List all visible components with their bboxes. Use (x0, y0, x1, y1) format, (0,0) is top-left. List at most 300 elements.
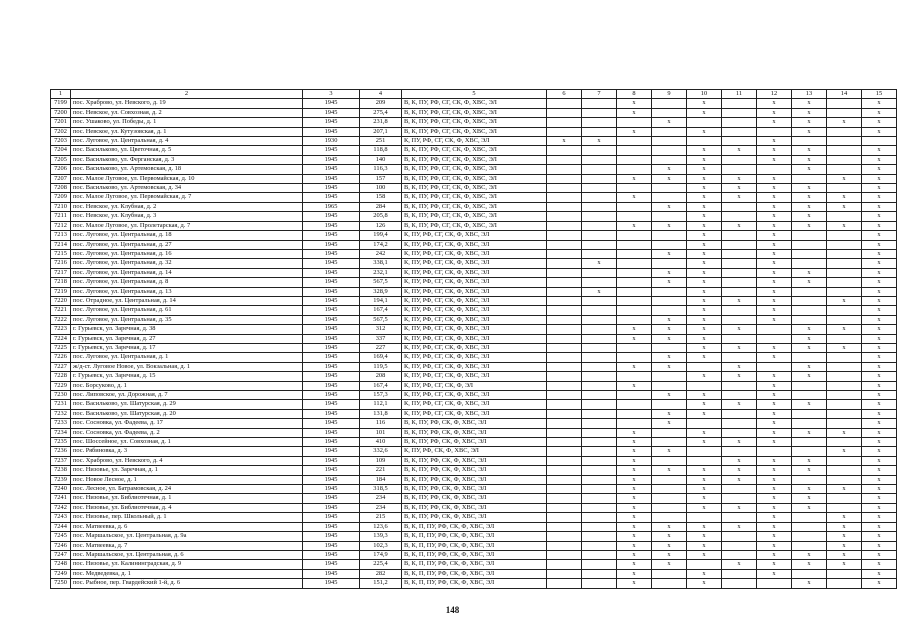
mark-cell-col-9 (652, 155, 687, 164)
mark-cell-col-12: x (757, 560, 792, 569)
address-cell: пос. Маршальское, ул. Центральная, д. 6 (71, 550, 303, 559)
table-row (51, 334, 897, 343)
mark-cell-col-11 (722, 118, 757, 127)
mark-cell-col-12: x (757, 428, 792, 437)
systems-cell: К, ПУ, РФ, СГ, СК, Ф, ХВС, ЭЛ (402, 296, 547, 305)
row-number-cell: 7250 (51, 579, 71, 588)
mark-cell-col-14: x (827, 174, 862, 183)
mark-cell-col-11 (722, 315, 757, 324)
row-number-cell: 7218 (51, 278, 71, 287)
year-built-cell: 1945 (303, 456, 360, 465)
address-cell: пос. Невское, ул. Совхозная, д. 2 (71, 108, 303, 117)
year-built-cell: 1945 (303, 428, 360, 437)
mark-cell-col-7 (582, 475, 617, 484)
mark-cell-col-9 (652, 146, 687, 155)
area-cell: 251 (360, 137, 402, 146)
year-built-cell: 1945 (303, 353, 360, 362)
mark-cell-col-11 (722, 165, 757, 174)
year-built-cell: 1945 (303, 259, 360, 268)
area-cell: 199,4 (360, 231, 402, 240)
systems-cell: К, ПУ, РФ, СГ, СК, Ф, ХВС, ЭЛ (402, 362, 547, 371)
header-cell-col-5: 5 (402, 90, 547, 99)
mark-cell-col-9 (652, 343, 687, 352)
mark-cell-col-13 (792, 240, 827, 249)
mark-cell-col-8 (617, 419, 652, 428)
systems-cell: В, К, П, ПУ, РФ, СК, Ф, ХВС, ЭЛ (402, 541, 547, 550)
table-row (51, 447, 897, 456)
mark-cell-col-9: x (652, 550, 687, 559)
address-cell: пос. Новое Лесное, д. 1 (71, 475, 303, 484)
address-cell: пос. Васильково, ул. Ферганская, д. 3 (71, 155, 303, 164)
address-cell: пос. Луговое, ул. Центральная, д. 61 (71, 306, 303, 315)
systems-cell: В, К, ПУ, РФ, СГ, СК, Ф, ХВС, ЭЛ (402, 193, 547, 202)
mark-cell-col-9: x (652, 409, 687, 418)
mark-cell-col-11: x (722, 522, 757, 531)
mark-cell-col-6 (547, 118, 582, 127)
mark-cell-col-9: x (652, 532, 687, 541)
row-number-cell: 7202 (51, 127, 71, 136)
mark-cell-col-12: x (757, 372, 792, 381)
address-cell: пос. Луговое, ул. Центральная, д. 4 (71, 137, 303, 146)
systems-cell: К, ПУ, РФ, СГ, СК, Ф, ХВС, ЭЛ (402, 259, 547, 268)
mark-cell-col-8: x (617, 428, 652, 437)
mark-cell-col-12: x (757, 240, 792, 249)
table-row (51, 400, 897, 409)
table-row (51, 409, 897, 418)
mark-cell-col-7 (582, 456, 617, 465)
table-row (51, 127, 897, 136)
mark-cell-col-9: x (652, 560, 687, 569)
mark-cell-col-9 (652, 569, 687, 578)
mark-cell-col-9 (652, 193, 687, 202)
mark-cell-col-11: x (722, 400, 757, 409)
row-number-cell: 7213 (51, 231, 71, 240)
address-cell: пос. Рябиновка, д. 3 (71, 447, 303, 456)
mark-cell-col-11 (722, 202, 757, 211)
mark-cell-col-12: x (757, 438, 792, 447)
mark-cell-col-10: x (687, 212, 722, 221)
systems-cell: В, К, ПУ, РФ, СГ, СК, Ф, ХВС, ЭЛ (402, 155, 547, 164)
area-cell: 209 (360, 99, 402, 108)
mark-cell-col-13: x (792, 155, 827, 164)
row-number-cell: 7233 (51, 419, 71, 428)
mark-cell-col-11 (722, 127, 757, 136)
mark-cell-col-10: x (687, 494, 722, 503)
mark-cell-col-14 (827, 306, 862, 315)
mark-cell-col-15: x (862, 353, 897, 362)
mark-cell-col-6 (547, 456, 582, 465)
header-cell-col-14: 14 (827, 90, 862, 99)
mark-cell-col-10: x (687, 108, 722, 117)
mark-cell-col-6 (547, 249, 582, 258)
mark-cell-col-6 (547, 579, 582, 588)
mark-cell-col-13: x (792, 325, 827, 334)
area-cell: 100 (360, 184, 402, 193)
mark-cell-col-10 (687, 560, 722, 569)
mark-cell-col-6 (547, 419, 582, 428)
year-built-cell: 1945 (303, 296, 360, 305)
area-cell: 116 (360, 419, 402, 428)
mark-cell-col-6 (547, 447, 582, 456)
area-cell: 140 (360, 155, 402, 164)
mark-cell-col-13 (792, 353, 827, 362)
year-built-cell: 1945 (303, 193, 360, 202)
mark-cell-col-9: x (652, 165, 687, 174)
mark-cell-col-11: x (722, 362, 757, 371)
mark-cell-col-14 (827, 569, 862, 578)
mark-cell-col-14 (827, 381, 862, 390)
table-row (51, 240, 897, 249)
mark-cell-col-9 (652, 579, 687, 588)
systems-cell: В, К, ПУ, РФ, СК, Ф, ХВС, ЭЛ (402, 513, 547, 522)
table-row (51, 579, 897, 588)
mark-cell-col-8: x (617, 325, 652, 334)
mark-cell-col-10: x (687, 202, 722, 211)
mark-cell-col-7 (582, 249, 617, 258)
year-built-cell: 1965 (303, 202, 360, 211)
address-cell: пос. Васильково, ул. Цветочная, д. 5 (71, 146, 303, 155)
area-cell: 157,3 (360, 391, 402, 400)
mark-cell-col-15: x (862, 475, 897, 484)
mark-cell-col-9 (652, 428, 687, 437)
mark-cell-col-7 (582, 391, 617, 400)
mark-cell-col-8 (617, 202, 652, 211)
mark-cell-col-6 (547, 353, 582, 362)
address-cell: пос. Луговое, ул. Центральная, д. 1 (71, 353, 303, 362)
mark-cell-col-12: x (757, 268, 792, 277)
table-row (51, 428, 897, 437)
systems-cell: В, К, ПУ, РФ, СГ, СК, Ф, ХВС, ЭЛ (402, 146, 547, 155)
mark-cell-col-7 (582, 202, 617, 211)
row-number-cell: 7249 (51, 569, 71, 578)
mark-cell-col-12: x (757, 409, 792, 418)
mark-cell-col-11 (722, 268, 757, 277)
mark-cell-col-12: x (757, 193, 792, 202)
mark-cell-col-15: x (862, 447, 897, 456)
table-row (51, 315, 897, 324)
systems-cell: В, К, П, ПУ, РФ, СК, Ф, ХВС, ЭЛ (402, 569, 547, 578)
mark-cell-col-12: x (757, 541, 792, 550)
row-number-cell: 7235 (51, 438, 71, 447)
mark-cell-col-11 (722, 419, 757, 428)
systems-cell: К, ПУ, РФ, СГ, СК, Ф, ХВС, ЭЛ (402, 137, 547, 146)
year-built-cell: 1945 (303, 569, 360, 578)
mark-cell-col-6 (547, 569, 582, 578)
mark-cell-col-11: x (722, 193, 757, 202)
year-built-cell: 1945 (303, 334, 360, 343)
mark-cell-col-14 (827, 137, 862, 146)
mark-cell-col-13 (792, 315, 827, 324)
mark-cell-col-15: x (862, 466, 897, 475)
mark-cell-col-11 (722, 550, 757, 559)
mark-cell-col-8 (617, 391, 652, 400)
mark-cell-col-8 (617, 343, 652, 352)
year-built-cell: 1945 (303, 381, 360, 390)
mark-cell-col-11 (722, 513, 757, 522)
mark-cell-col-11 (722, 108, 757, 117)
address-cell: пос. Рыбное, пер. Гвардейский 1-й, д. 6 (71, 579, 303, 588)
mark-cell-col-6 (547, 99, 582, 108)
mark-cell-col-6 (547, 155, 582, 164)
area-cell: 208 (360, 372, 402, 381)
year-built-cell: 1945 (303, 409, 360, 418)
mark-cell-col-6 (547, 231, 582, 240)
row-number-cell: 7229 (51, 381, 71, 390)
mark-cell-col-9 (652, 400, 687, 409)
mark-cell-col-12: x (757, 513, 792, 522)
systems-cell: К, ПУ, РФ, СГ, СК, Ф, ХВС, ЭЛ (402, 278, 547, 287)
mark-cell-col-11 (722, 428, 757, 437)
mark-cell-col-12: x (757, 391, 792, 400)
header-row (51, 90, 897, 99)
mark-cell-col-9: x (652, 353, 687, 362)
row-number-cell: 7241 (51, 494, 71, 503)
table-row (51, 550, 897, 559)
mark-cell-col-15: x (862, 456, 897, 465)
mark-cell-col-12: x (757, 466, 792, 475)
year-built-cell: 1945 (303, 325, 360, 334)
mark-cell-col-15: x (862, 249, 897, 258)
header-cell-col-15: 15 (862, 90, 897, 99)
mark-cell-col-12: x (757, 259, 792, 268)
table-row (51, 278, 897, 287)
mark-cell-col-13: x (792, 202, 827, 211)
year-built-cell: 1945 (303, 522, 360, 531)
mark-cell-col-14 (827, 155, 862, 164)
mark-cell-col-11: x (722, 372, 757, 381)
mark-cell-col-11 (722, 569, 757, 578)
mark-cell-col-15: x (862, 278, 897, 287)
address-cell: пос. Матвеевка, д. 6 (71, 522, 303, 531)
mark-cell-col-6 (547, 532, 582, 541)
mark-cell-col-12: x (757, 221, 792, 230)
mark-cell-col-14 (827, 99, 862, 108)
mark-cell-col-7 (582, 325, 617, 334)
table-row (51, 325, 897, 334)
area-cell: 109 (360, 456, 402, 465)
mark-cell-col-6 (547, 174, 582, 183)
header-cell-col-3: 3 (303, 90, 360, 99)
mark-cell-col-14 (827, 249, 862, 258)
table-row (51, 268, 897, 277)
area-cell: 332,6 (360, 447, 402, 456)
mark-cell-col-15: x (862, 541, 897, 550)
mark-cell-col-14 (827, 268, 862, 277)
mark-cell-col-14 (827, 287, 862, 296)
systems-cell: К, ПУ, РФ, СГ, СК, Ф, ХВС, ЭЛ (402, 372, 547, 381)
mark-cell-col-13: x (792, 146, 827, 155)
area-cell: 232,1 (360, 268, 402, 277)
table-row (51, 212, 897, 221)
mark-cell-col-14 (827, 362, 862, 371)
mark-cell-col-7 (582, 466, 617, 475)
mark-cell-col-15: x (862, 522, 897, 531)
mark-cell-col-15: x (862, 400, 897, 409)
mark-cell-col-12 (757, 127, 792, 136)
mark-cell-col-13 (792, 287, 827, 296)
mark-cell-col-11 (722, 409, 757, 418)
mark-cell-col-12: x (757, 475, 792, 484)
mark-cell-col-8: x (617, 99, 652, 108)
systems-cell: В, К, П, ПУ, РФ, СК, Ф, ХВС, ЭЛ (402, 532, 547, 541)
row-number-cell: 7223 (51, 325, 71, 334)
table-row (51, 193, 897, 202)
mark-cell-col-10: x (687, 343, 722, 352)
mark-cell-col-10: x (687, 174, 722, 183)
area-cell: 101 (360, 428, 402, 437)
area-cell: 207,1 (360, 127, 402, 136)
mark-cell-col-13: x (792, 485, 827, 494)
mark-cell-col-6 (547, 259, 582, 268)
address-cell: пос. Низовье, ул. Библиотечная, д. 4 (71, 503, 303, 512)
systems-cell: К, ПУ, РФ, СГ, СК, Ф, ХВС, ЭЛ (402, 240, 547, 249)
area-cell: 118,8 (360, 146, 402, 155)
mark-cell-col-14 (827, 165, 862, 174)
mark-cell-col-7 (582, 184, 617, 193)
row-number-cell: 7227 (51, 362, 71, 371)
row-number-cell: 7204 (51, 146, 71, 155)
year-built-cell: 1945 (303, 221, 360, 230)
mark-cell-col-8 (617, 268, 652, 277)
year-built-cell: 1945 (303, 315, 360, 324)
mark-cell-col-14 (827, 127, 862, 136)
address-cell: пос. Луговое, ул. Центральная, д. 13 (71, 287, 303, 296)
row-number-cell: 7210 (51, 202, 71, 211)
mark-cell-col-13 (792, 447, 827, 456)
year-built-cell: 1945 (303, 419, 360, 428)
mark-cell-col-6 (547, 108, 582, 117)
mark-cell-col-12: x (757, 522, 792, 531)
mark-cell-col-15: x (862, 306, 897, 315)
mark-cell-col-6 (547, 127, 582, 136)
row-number-cell: 7240 (51, 485, 71, 494)
area-cell: 227 (360, 343, 402, 352)
mark-cell-col-8: x (617, 438, 652, 447)
mark-cell-col-8 (617, 287, 652, 296)
mark-cell-col-14 (827, 259, 862, 268)
table-row (51, 494, 897, 503)
systems-cell: К, ПУ, РФ, СГ, СК, Ф, ХВС, ЭЛ (402, 287, 547, 296)
mark-cell-col-15: x (862, 212, 897, 221)
mark-cell-col-6 (547, 475, 582, 484)
address-cell: пос. Лесное, ул. Батрамовская, д. 24 (71, 485, 303, 494)
mark-cell-col-15: x (862, 99, 897, 108)
mark-cell-col-15: x (862, 362, 897, 371)
mark-cell-col-8: x (617, 447, 652, 456)
year-built-cell: 1945 (303, 560, 360, 569)
mark-cell-col-6 (547, 146, 582, 155)
mark-cell-col-12 (757, 447, 792, 456)
mark-cell-col-11 (722, 259, 757, 268)
mark-cell-col-8 (617, 165, 652, 174)
area-cell: 231,8 (360, 118, 402, 127)
mark-cell-col-9 (652, 438, 687, 447)
year-built-cell: 1945 (303, 362, 360, 371)
mark-cell-col-7 (582, 155, 617, 164)
area-cell: 337 (360, 334, 402, 343)
year-built-cell: 1945 (303, 287, 360, 296)
mark-cell-col-15: x (862, 108, 897, 117)
mark-cell-col-11: x (722, 146, 757, 155)
mark-cell-col-13: x (792, 372, 827, 381)
mark-cell-col-8 (617, 409, 652, 418)
row-number-cell: 7221 (51, 306, 71, 315)
mark-cell-col-10 (687, 362, 722, 371)
mark-cell-col-12: x (757, 456, 792, 465)
row-number-cell: 7230 (51, 391, 71, 400)
mark-cell-col-11 (722, 494, 757, 503)
systems-cell: В, К, ПУ, РФ, СК, Ф, ХВС, ЭЛ (402, 456, 547, 465)
mark-cell-col-10 (687, 381, 722, 390)
area-cell: 126 (360, 221, 402, 230)
mark-cell-col-9 (652, 259, 687, 268)
year-built-cell: 1945 (303, 438, 360, 447)
mark-cell-col-14 (827, 400, 862, 409)
address-cell: ж/д-ст. Луговое Новое, ул. Вокзальная, д. 1 (71, 362, 303, 371)
mark-cell-col-9 (652, 475, 687, 484)
mark-cell-col-13: x (792, 108, 827, 117)
table-row (51, 532, 897, 541)
mark-cell-col-9 (652, 184, 687, 193)
mark-cell-col-9: x (652, 315, 687, 324)
address-cell: пос. Невское, ул. Клубная, д. 2 (71, 202, 303, 211)
table-row (51, 419, 897, 428)
year-built-cell: 1945 (303, 503, 360, 512)
mark-cell-col-7 (582, 522, 617, 531)
header-cell-col-2: 2 (71, 90, 303, 99)
address-cell: пос. Маршальское, ул. Центральная, д. 9а (71, 532, 303, 541)
mark-cell-col-14 (827, 108, 862, 117)
mark-cell-col-7: x (582, 287, 617, 296)
address-cell: пос. Ушаково, ул. Победы, д. 1 (71, 118, 303, 127)
mark-cell-col-6 (547, 306, 582, 315)
mark-cell-col-12: x (757, 184, 792, 193)
mark-cell-col-13: x (792, 118, 827, 127)
mark-cell-col-14 (827, 353, 862, 362)
address-cell: пос. Низовье, ул. Заречная, д. 1 (71, 466, 303, 475)
mark-cell-col-7 (582, 494, 617, 503)
row-number-cell: 7244 (51, 522, 71, 531)
area-cell: 567,5 (360, 278, 402, 287)
systems-cell: К, ПУ, РФ, СГ, СК, Ф, ХВС, ЭЛ (402, 391, 547, 400)
area-cell: 410 (360, 438, 402, 447)
mark-cell-col-14 (827, 146, 862, 155)
mark-cell-col-14: x (827, 325, 862, 334)
systems-cell: К, ПУ, РФ, СК, Ф, ХВС, ЭЛ (402, 447, 547, 456)
mark-cell-col-10: x (687, 231, 722, 240)
mark-cell-col-7 (582, 99, 617, 108)
year-built-cell: 1945 (303, 447, 360, 456)
mark-cell-col-9 (652, 127, 687, 136)
area-cell: 318,5 (360, 485, 402, 494)
mark-cell-col-8 (617, 278, 652, 287)
year-built-cell: 1945 (303, 466, 360, 475)
mark-cell-col-15: x (862, 287, 897, 296)
row-number-cell: 7208 (51, 184, 71, 193)
mark-cell-col-10: x (687, 409, 722, 418)
mark-cell-col-12: x (757, 118, 792, 127)
mark-cell-col-14 (827, 231, 862, 240)
address-cell: пос. Васильково, ул. Шатурская, д. 20 (71, 409, 303, 418)
mark-cell-col-9: x (652, 174, 687, 183)
mark-cell-col-8: x (617, 108, 652, 117)
systems-cell: К, ПУ, РФ, СГ, СК, Ф, ХВС, ЭЛ (402, 400, 547, 409)
mark-cell-col-6: x (547, 137, 582, 146)
address-cell: пос. Липовское, ул. Дорожная, д. 7 (71, 391, 303, 400)
mark-cell-col-13 (792, 137, 827, 146)
page-number: 148 (445, 605, 460, 615)
mark-cell-col-13: x (792, 221, 827, 230)
